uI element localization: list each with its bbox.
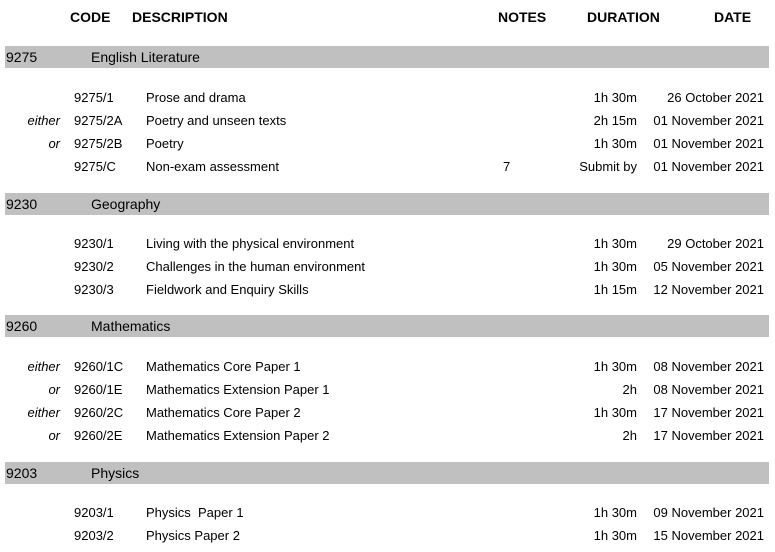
paper-qualifier: either bbox=[27, 113, 60, 128]
paper-duration: Submit by bbox=[579, 159, 637, 174]
subject-code: 9260 bbox=[6, 318, 38, 334]
paper-description: Non-exam assessment bbox=[146, 159, 279, 174]
paper-code: 9260/2C bbox=[74, 405, 124, 420]
paper-description: Challenges in the human environment bbox=[146, 259, 365, 274]
paper-code: 9260/2E bbox=[74, 428, 123, 443]
paper-code: 9260/1E bbox=[74, 382, 123, 397]
column-header-code: CODE bbox=[70, 9, 111, 25]
paper-duration: 1h 30m bbox=[593, 259, 637, 274]
subject-title: English Literature bbox=[91, 49, 200, 65]
paper-duration: 1h 30m bbox=[593, 136, 637, 151]
subject-header-physics bbox=[5, 462, 769, 484]
subject-title: Physics bbox=[91, 465, 140, 481]
paper-date: 08 November 2021 bbox=[653, 359, 764, 374]
paper-qualifier: either bbox=[27, 359, 60, 374]
paper-description: Mathematics Extension Paper 2 bbox=[146, 428, 330, 443]
paper-code: 9275/2B bbox=[74, 136, 123, 151]
subject-code: 9203 bbox=[6, 465, 38, 481]
paper-code: 9230/3 bbox=[74, 282, 114, 297]
paper-date: 01 November 2021 bbox=[653, 113, 764, 128]
paper-duration: 1h 30m bbox=[593, 236, 637, 251]
column-header-description: DESCRIPTION bbox=[132, 9, 228, 25]
subject-title: Geography bbox=[91, 196, 161, 212]
paper-code: 9260/1C bbox=[74, 359, 124, 374]
paper-date: 26 October 2021 bbox=[667, 90, 764, 105]
subject-title: Mathematics bbox=[91, 318, 171, 334]
paper-date: 29 October 2021 bbox=[667, 236, 764, 251]
paper-description: Poetry bbox=[146, 136, 184, 151]
subject-header-geography bbox=[5, 193, 769, 215]
paper-description: Mathematics Extension Paper 1 bbox=[146, 382, 330, 397]
paper-duration: 1h 15m bbox=[593, 282, 637, 297]
paper-description: Physics Paper 2 bbox=[146, 528, 240, 543]
paper-description: Living with the physical environment bbox=[146, 236, 355, 251]
paper-duration: 2h 15m bbox=[593, 113, 637, 128]
paper-description: Prose and drama bbox=[146, 90, 246, 105]
paper-date: 12 November 2021 bbox=[653, 282, 764, 297]
paper-date: 05 November 2021 bbox=[653, 259, 764, 274]
paper-date: 15 November 2021 bbox=[653, 528, 764, 543]
paper-duration: 1h 30m bbox=[593, 528, 637, 543]
table-row bbox=[0, 234, 775, 254]
paper-qualifier: either bbox=[27, 405, 60, 420]
column-header-notes: NOTES bbox=[498, 9, 547, 25]
paper-qualifier: or bbox=[48, 136, 60, 151]
paper-description: Mathematics Core Paper 2 bbox=[146, 405, 301, 420]
subject-header-mathematics bbox=[5, 315, 769, 337]
paper-date: 09 November 2021 bbox=[653, 505, 764, 520]
table-row bbox=[0, 88, 775, 108]
paper-duration: 1h 30m bbox=[593, 90, 637, 105]
table-row bbox=[0, 257, 775, 277]
paper-qualifier: or bbox=[48, 428, 60, 443]
paper-date: 01 November 2021 bbox=[653, 159, 764, 174]
paper-duration: 2h bbox=[622, 428, 637, 443]
paper-code: 9230/1 bbox=[74, 236, 114, 251]
table-row bbox=[0, 134, 775, 154]
paper-date: 01 November 2021 bbox=[653, 136, 764, 151]
table-row bbox=[0, 403, 775, 423]
paper-duration: 1h 30m bbox=[593, 505, 637, 520]
subject-code: 9230 bbox=[6, 196, 38, 212]
table-row bbox=[0, 503, 775, 523]
table-row bbox=[0, 380, 775, 400]
paper-code: 9275/2A bbox=[74, 113, 123, 128]
paper-code: 9275/1 bbox=[74, 90, 114, 105]
paper-duration: 2h bbox=[622, 382, 637, 397]
paper-notes: 7 bbox=[503, 159, 511, 174]
paper-date: 17 November 2021 bbox=[653, 405, 764, 420]
table-row bbox=[0, 157, 775, 177]
subject-header-english-literature bbox=[5, 46, 769, 68]
paper-date: 17 November 2021 bbox=[653, 428, 764, 443]
table-row bbox=[0, 357, 775, 377]
paper-code: 9203/1 bbox=[74, 505, 114, 520]
paper-description: Physics Paper 1 bbox=[146, 505, 244, 520]
subject-code: 9275 bbox=[6, 49, 38, 65]
paper-description: Fieldwork and Enquiry Skills bbox=[146, 282, 309, 297]
paper-code: 9230/2 bbox=[74, 259, 114, 274]
paper-code: 9203/2 bbox=[74, 528, 114, 543]
paper-duration: 1h 30m bbox=[593, 359, 637, 374]
table-row bbox=[0, 526, 775, 546]
paper-qualifier: or bbox=[48, 382, 60, 397]
paper-description: Poetry and unseen texts bbox=[146, 113, 287, 128]
table-row bbox=[0, 111, 775, 131]
table-row bbox=[0, 280, 775, 300]
paper-duration: 1h 30m bbox=[593, 405, 637, 420]
column-header-date: DATE bbox=[714, 9, 752, 25]
column-header-duration: DURATION bbox=[587, 9, 660, 25]
paper-date: 08 November 2021 bbox=[653, 382, 764, 397]
table-row bbox=[0, 426, 775, 446]
paper-description: Mathematics Core Paper 1 bbox=[146, 359, 301, 374]
paper-code: 9275/C bbox=[74, 159, 116, 174]
